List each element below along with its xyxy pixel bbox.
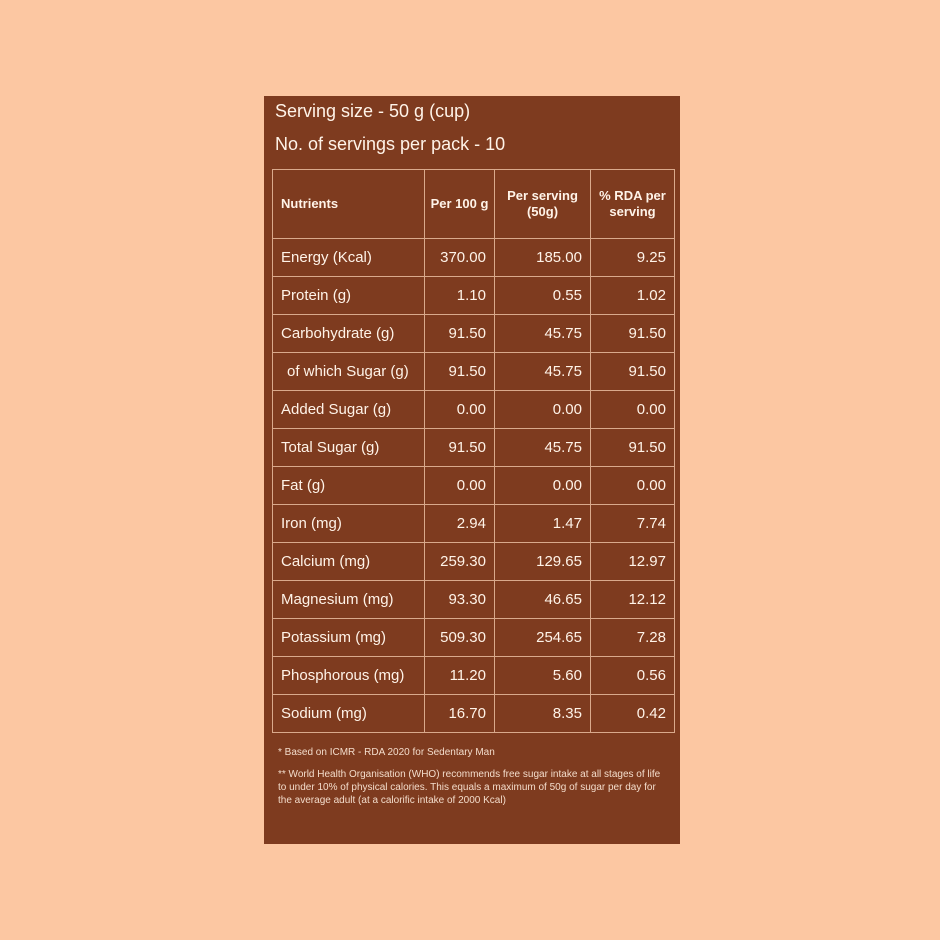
nutrient-name: of which Sugar (g): [273, 353, 425, 391]
value-per-100g: 2.94: [425, 505, 495, 543]
value-per-serving: 5.60: [495, 657, 591, 695]
footnote-who: ** World Health Organisation (WHO) recommends free sugar intake at all stages of life to under 10% of physical calories. This equals a maximum of 50g of sugar per day for the average adult (at a calorific intake of 2000 Kcal): [278, 769, 661, 806]
nutrient-name: Potassium (mg): [273, 619, 425, 657]
nutrient-name: Magnesium (mg): [273, 581, 425, 619]
value-rda: 12.97: [591, 543, 675, 581]
value-rda: 1.02: [591, 277, 675, 315]
value-per-serving: 254.65: [495, 619, 591, 657]
value-per-100g: 509.30: [425, 619, 495, 657]
value-per-serving: 0.00: [495, 467, 591, 505]
value-per-100g: 11.20: [425, 657, 495, 695]
value-per-100g: 370.00: [425, 239, 495, 277]
table-row: [273, 467, 675, 505]
servings-per-pack-text: No. of servings per pack - 10: [275, 134, 506, 154]
value-per-100g: 16.70: [425, 695, 495, 733]
value-per-serving: 8.35: [495, 695, 591, 733]
value-rda: 91.50: [591, 429, 675, 467]
header-per-100g: Per 100 g: [425, 170, 495, 239]
nutrient-name: Iron (mg): [273, 505, 425, 543]
nutrient-name: Phosphorous (mg): [273, 657, 425, 695]
table-row: [273, 581, 675, 619]
table-row: [273, 353, 675, 391]
value-rda: 0.56: [591, 657, 675, 695]
value-rda: 0.00: [591, 467, 675, 505]
nutrition-panel: [264, 96, 680, 844]
value-per-100g: 91.50: [425, 429, 495, 467]
value-rda: 7.74: [591, 505, 675, 543]
value-rda: 0.42: [591, 695, 675, 733]
value-per-serving: 0.55: [495, 277, 591, 315]
nutrient-name: Total Sugar (g): [273, 429, 425, 467]
nutrient-name: Sodium (mg): [273, 695, 425, 733]
value-per-serving: 1.47: [495, 505, 591, 543]
table-row: [273, 429, 675, 467]
value-rda: 91.50: [591, 315, 675, 353]
value-per-serving: 45.75: [495, 429, 591, 467]
value-per-serving: 129.65: [495, 543, 591, 581]
table-row: [273, 315, 675, 353]
nutrient-name: Protein (g): [273, 277, 425, 315]
value-per-100g: 0.00: [425, 467, 495, 505]
value-per-100g: 0.00: [425, 391, 495, 429]
table-row: [273, 239, 675, 277]
nutrition-table-body: [273, 239, 675, 733]
table-row: [273, 391, 675, 429]
value-per-100g: 259.30: [425, 543, 495, 581]
header-rda: % RDA per serving: [591, 170, 675, 239]
value-rda: 7.28: [591, 619, 675, 657]
serving-size-text: Serving size - 50 g (cup): [275, 101, 471, 121]
table-row: [273, 543, 675, 581]
value-rda: 12.12: [591, 581, 675, 619]
nutrient-name: Calcium (mg): [273, 543, 425, 581]
table-row: [273, 695, 675, 733]
value-per-100g: 93.30: [425, 581, 495, 619]
value-per-100g: 91.50: [425, 353, 495, 391]
value-per-100g: 91.50: [425, 315, 495, 353]
value-per-serving: 46.65: [495, 581, 591, 619]
value-per-serving: 45.75: [495, 315, 591, 353]
value-per-serving: 185.00: [495, 239, 591, 277]
header-nutrients: Nutrients: [273, 170, 425, 239]
value-rda: 91.50: [591, 353, 675, 391]
header-per-serving: Per serving (50g): [495, 170, 591, 239]
nutrient-name: Carbohydrate (g): [273, 315, 425, 353]
footnote-icmr: * Based on ICMR - RDA 2020 for Sedentary Man: [278, 747, 495, 758]
nutrition-table: [272, 169, 675, 733]
value-per-serving: 45.75: [495, 353, 591, 391]
value-rda: 9.25: [591, 239, 675, 277]
table-header-row: [273, 170, 675, 239]
value-per-100g: 1.10: [425, 277, 495, 315]
table-row: [273, 505, 675, 543]
value-per-serving: 0.00: [495, 391, 591, 429]
nutrient-name: Energy (Kcal): [273, 239, 425, 277]
nutrient-name: Added Sugar (g): [273, 391, 425, 429]
value-rda: 0.00: [591, 391, 675, 429]
table-row: [273, 619, 675, 657]
nutrient-name: Fat (g): [273, 467, 425, 505]
table-row: [273, 657, 675, 695]
table-row: [273, 277, 675, 315]
